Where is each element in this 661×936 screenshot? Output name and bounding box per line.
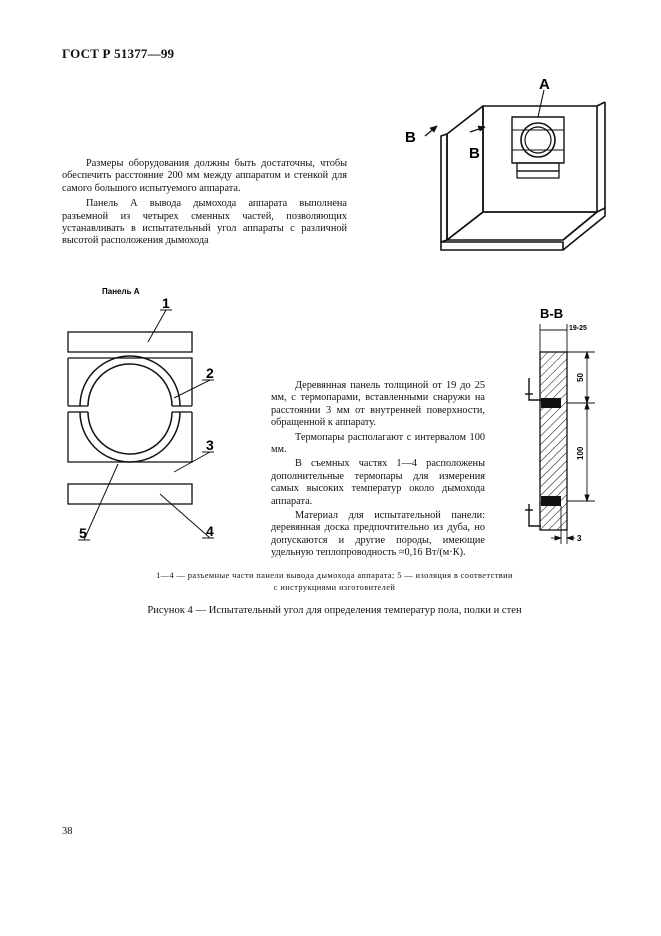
intro-text: [62, 158, 347, 248]
label-a: A: [539, 76, 550, 93]
description-paragraph-4: Материал для испытательной панели: деревянная доска предпочтительно из дуба, но допускаются и другие породы, имеющие удельную теплопроводность ≈0,16 Вт/(м·К).: [271, 510, 485, 559]
dim-top: 50: [576, 373, 585, 382]
label-b-outer: B: [405, 129, 416, 146]
figure-legend-line-1: 1—4 — разъемные части панели вывода дымохода аппарата; 5 — изоляция в соответствии: [156, 571, 513, 580]
panel-a-figure: [62, 280, 242, 550]
section-title: B-B: [540, 306, 564, 321]
label-b-inner: B: [469, 145, 480, 162]
figure-title: Рисунок 4 — Испытательный угол для определения температур пола, полки и стен: [147, 605, 522, 616]
callout-4: 4: [206, 523, 214, 539]
dim-bottom: 3: [577, 534, 582, 543]
figure-legend-line-2: с инструкциями изготовителей: [273, 582, 396, 592]
description-paragraph-3: В съемных частях 1—4 расположены дополнительные термопары для измерения самых высоких температур около дымохода аппарата.: [271, 458, 485, 507]
dim-thickness: 19-25: [569, 325, 587, 332]
intro-paragraph-1: Размеры оборудования должны быть достаточны, чтобы обеспечить расстояние 200 мм между аппаратом и стенкой для самого большого испытуемого аппарата.: [62, 158, 347, 194]
description-paragraph-2: Термопары располагают с интервалом 100 мм.: [271, 431, 485, 456]
section-bb-figure: [515, 300, 610, 555]
callout-5: 5: [79, 525, 87, 541]
callout-3: 3: [206, 437, 214, 453]
test-corner-figure: [395, 70, 615, 255]
dim-middle: 100: [576, 446, 585, 460]
callout-2: 2: [206, 365, 214, 381]
document-header: ГОСТ Р 51377—99: [62, 46, 175, 61]
panel-a-title: Панель А: [102, 287, 140, 296]
figure-legend: [62, 570, 607, 593]
description-text: [271, 380, 485, 560]
page-number: 38: [62, 826, 73, 837]
callout-1: 1: [162, 295, 170, 311]
intro-paragraph-2: Панель А вывода дымохода аппарата выполнена разъемной из четырех сменных частей, позволяющих устанавливать в испытательный угол аппараты с различной высотой расположения дымохода: [62, 198, 347, 247]
description-paragraph-1: Деревянная панель толщиной от 19 до 25 мм, с термопарами, вставленными снаружи на расстоянии 3 мм от внутренней поверхности, обращенной к аппарату.: [271, 380, 485, 429]
